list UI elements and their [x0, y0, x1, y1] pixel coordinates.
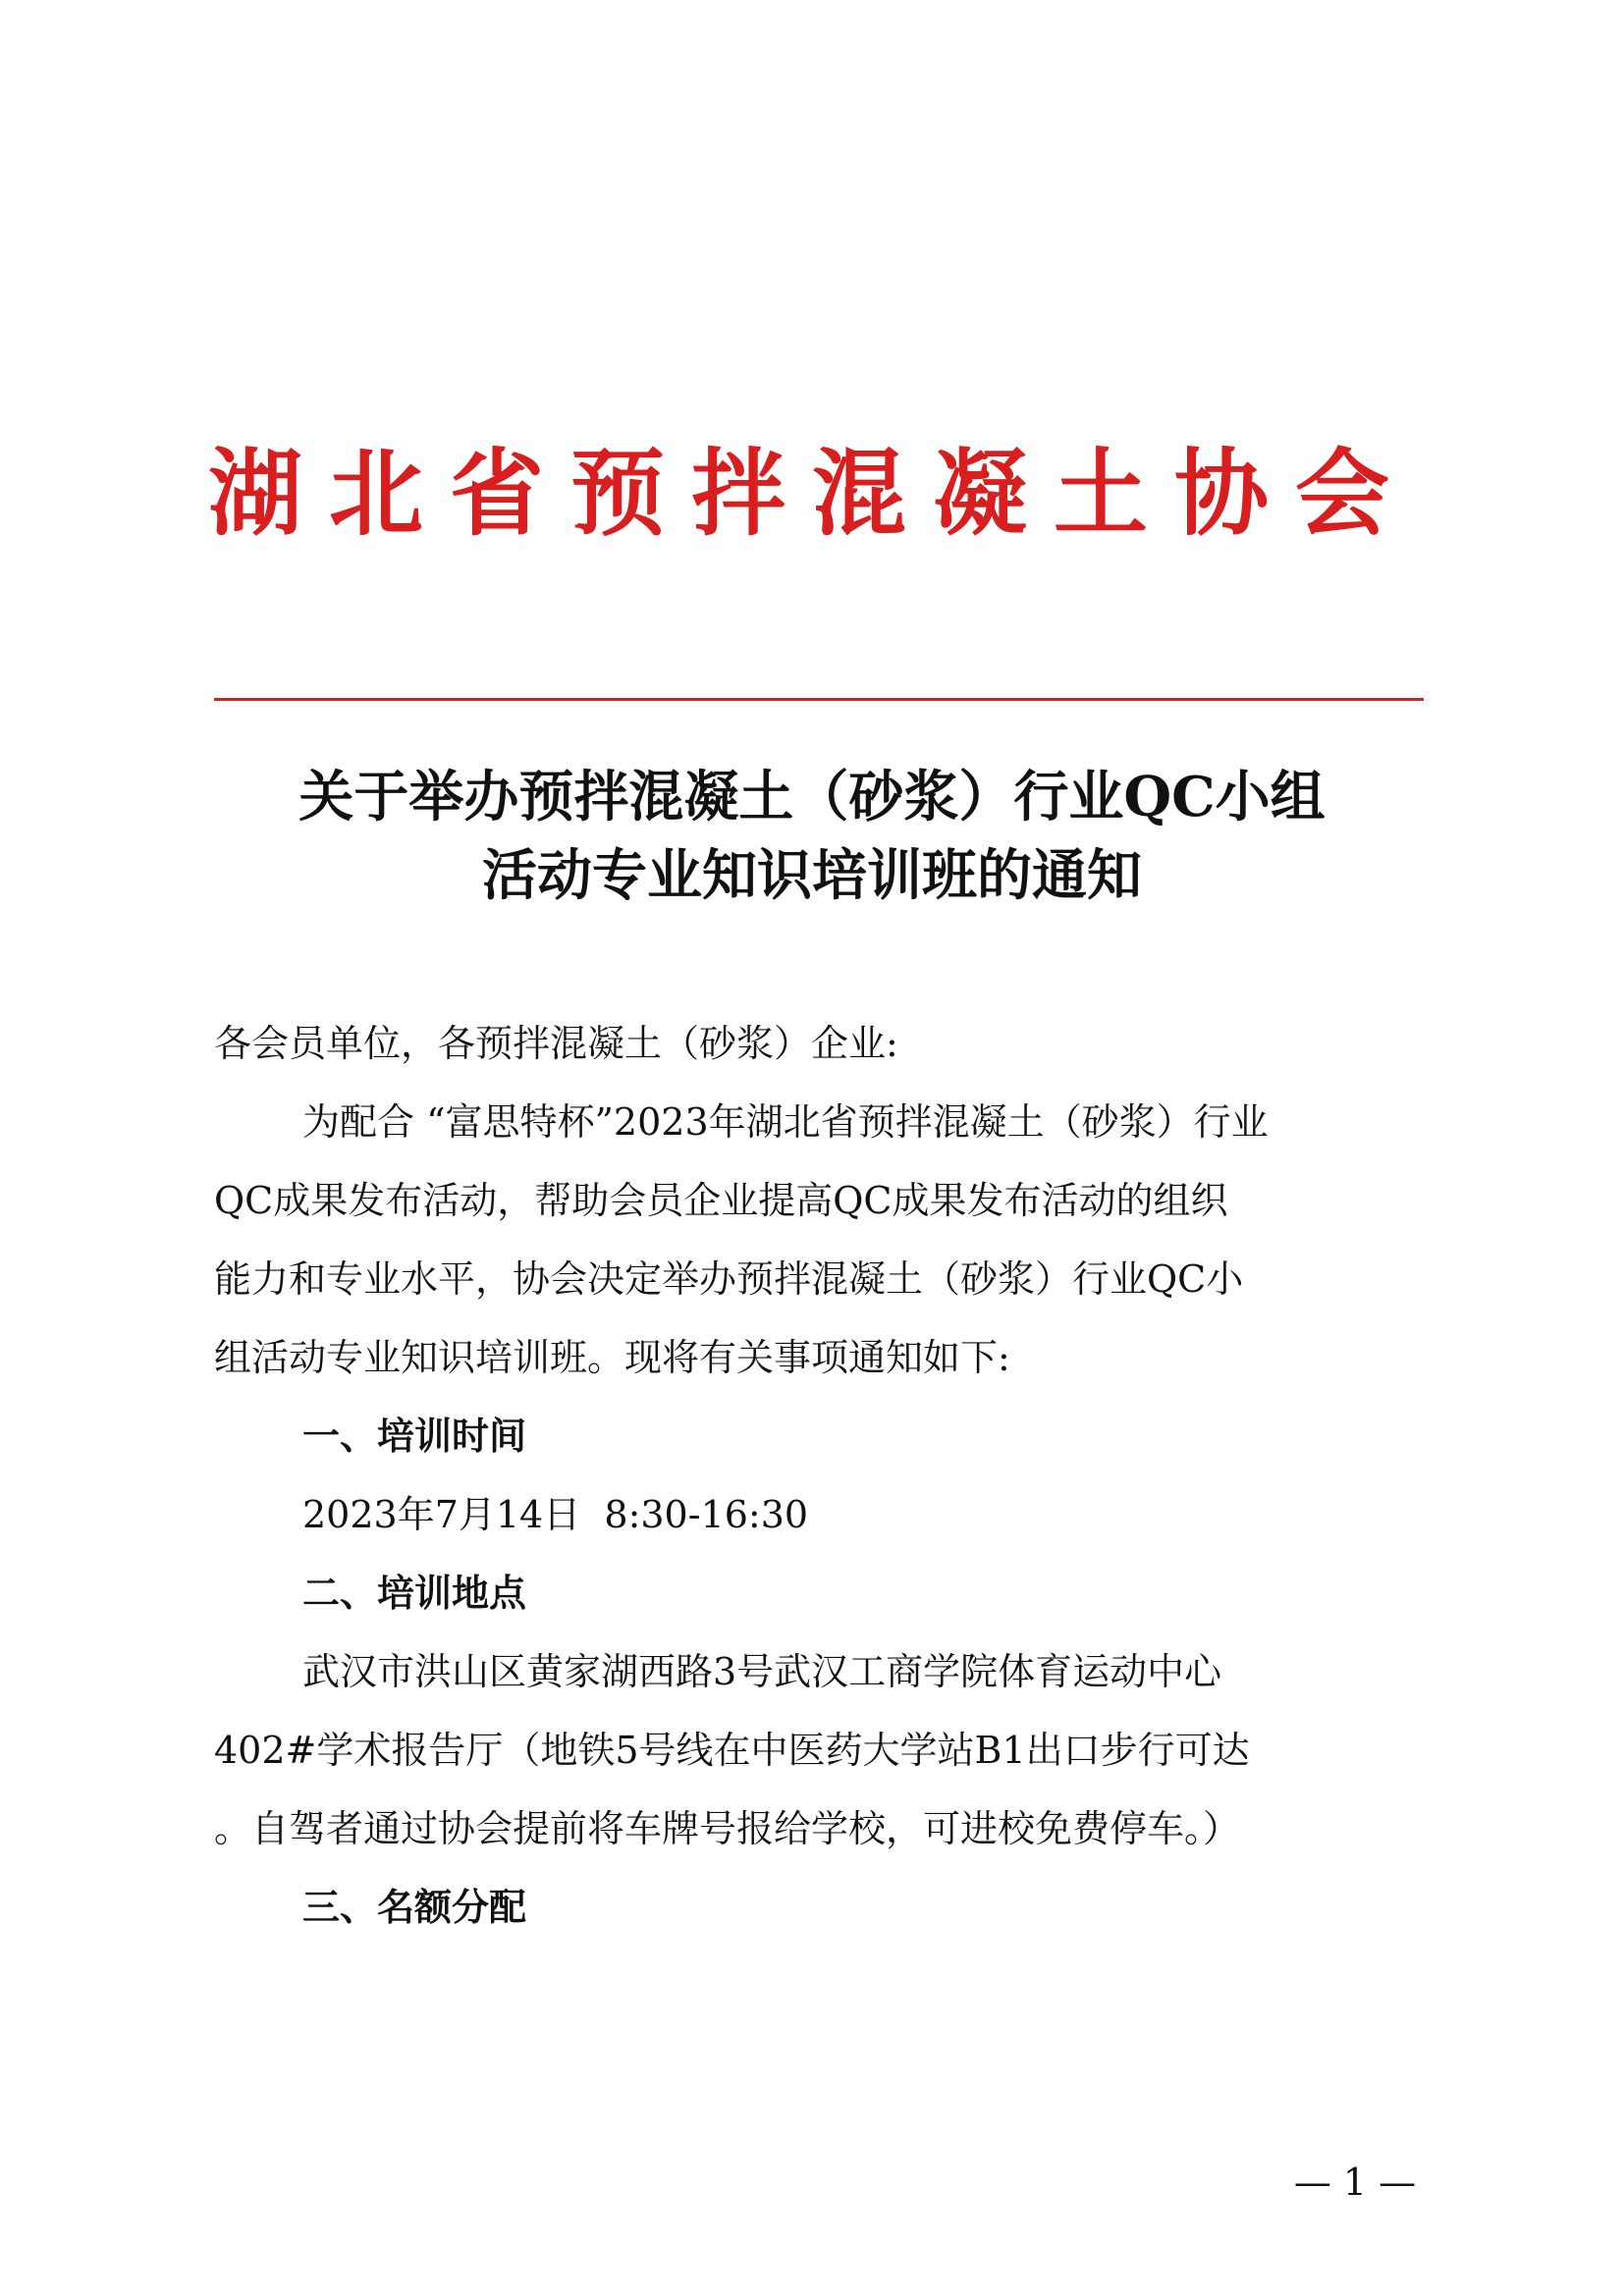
intro-line-1: 为配合 “富思特杯”2023年湖北省预拌混凝土（砂浆）行业	[302, 1100, 1269, 1144]
training-time-text: 2023年7月14日 8:30-16:30	[302, 1493, 809, 1536]
section-heading-training-location: 二、培训地点	[302, 1571, 527, 1615]
intro-line-3: 能力和专业水平，协会决定举办预拌混凝土（砂浆）行业QC小	[214, 1257, 1244, 1301]
training-location-line-1: 武汉市洪山区黄家湖西路3号武汉工商学院体育运动中心	[302, 1650, 1222, 1693]
document-title-line-1: 关于举办预拌混凝土（砂浆）行业QC小组	[298, 765, 1326, 829]
red-divider-line	[214, 698, 1424, 701]
document-title-line-2: 活动专业知识培训班的通知	[482, 843, 1142, 908]
organization-masthead: 湖北省预拌混凝土协会	[208, 438, 1416, 549]
document-body	[214, 1004, 1428, 1947]
training-location-line-3: 。自驾者通过协会提前将车牌号报给学校，可进校免费停车。）	[214, 1807, 1241, 1850]
section-heading-quota-allocation: 三、名额分配	[302, 1885, 527, 1929]
intro-line-4: 组活动专业知识培训班。现将有关事项通知如下:	[214, 1336, 1010, 1379]
salutation: 各会员单位，各预拌混凝土（砂浆）企业:	[214, 1022, 898, 1065]
intro-line-2: QC成果发布活动，帮助会员企业提高QC成果发布活动的组织	[214, 1179, 1228, 1222]
document-title	[0, 758, 1624, 915]
section-heading-training-time: 一、培训时间	[302, 1414, 527, 1458]
training-location-line-2: 402#学术报告厅（地铁5号线在中医药大学站B1出口步行可达	[214, 1729, 1250, 1772]
page-number: — 1 —	[1293, 2161, 1417, 2204]
